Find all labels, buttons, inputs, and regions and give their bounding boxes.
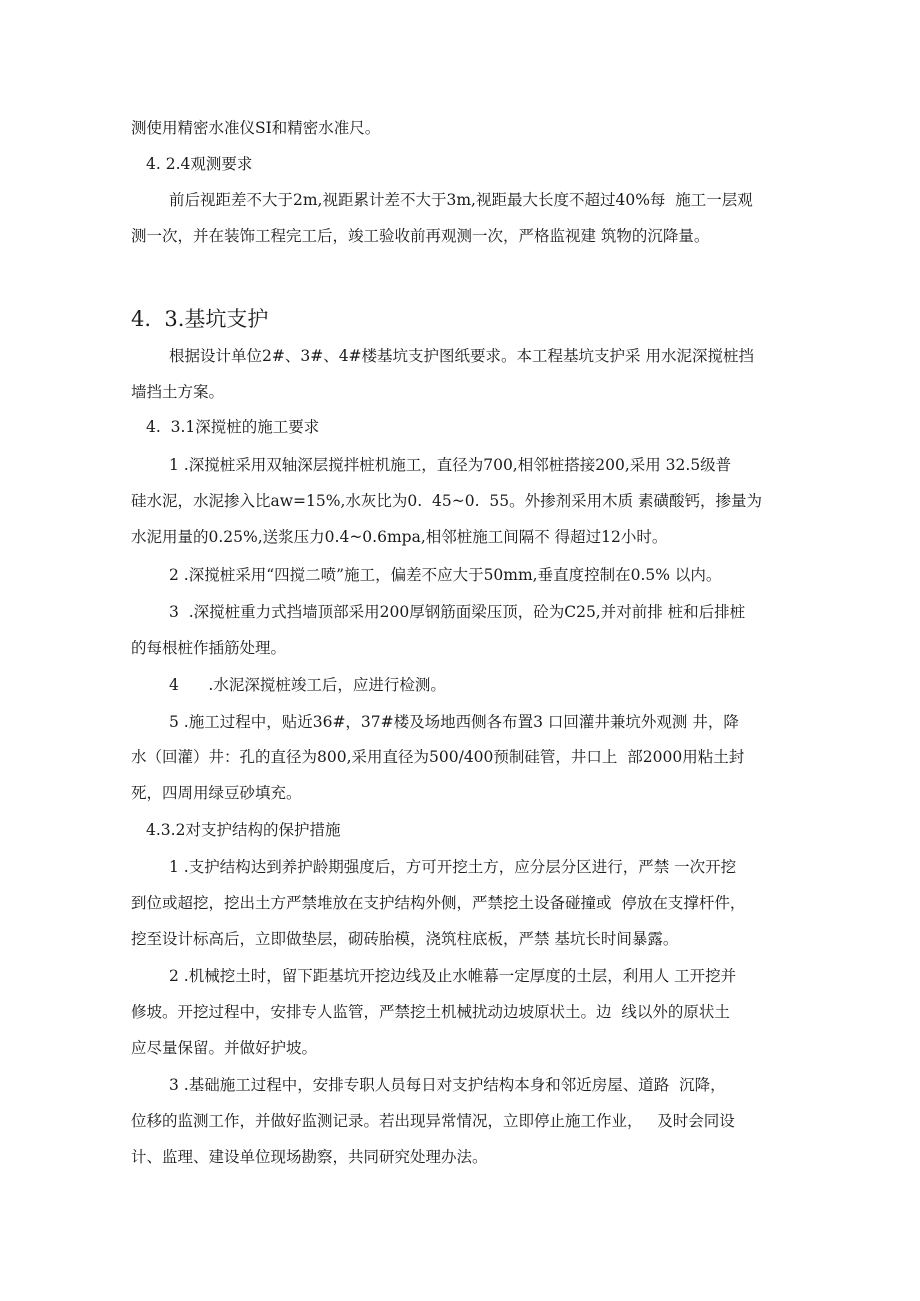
paragraph-line: 水（回灌）井：孔的直径为800,采用直径为500/400预制硅管，井口上 部2000用粘土封 <box>131 748 745 766</box>
paragraph-line: 位移的监测工作，并做好监测记录。若出现异常情况，立即停止施工作业， 及时会同设 <box>131 1112 735 1130</box>
paragraph-line: 计、监理、建设单位现场勘察，共同研究处理办法。 <box>131 1148 488 1166</box>
paragraph-line: 前后视距差不大于2m,视距累计差不大于3m,视距最大长度不超过40%每 施工一层观 <box>169 191 753 209</box>
paragraph-line: 的每根桩作插筋处理。 <box>131 639 287 657</box>
paragraph-line: 死，四周用绿豆砂填充。 <box>131 784 302 802</box>
paragraph-line: 测一次，并在装饰工程完工后，竣工验收前再观测一次，严格监视建 筑物的沉降量。 <box>131 227 710 245</box>
paragraph-line: 应尽量保留。并做好护坡。 <box>131 1039 318 1057</box>
paragraph-line: 2 .深搅桩采用“四搅二喷”施工，偏差不应大于50mm,垂直度控制在0.5% 以内。 <box>169 566 722 584</box>
paragraph-line: 2 .机械挖土时，留下距基坑开挖边线及止水帷幕一定厚度的土层，利用人 工开挖并 <box>169 967 737 985</box>
paragraph-line: 3 .基础施工过程中，安排专职人员每日对支护结构本身和邻近房屋、道路 沉降， <box>169 1076 726 1094</box>
intro-line: 测使用精密水准仪SI和精密水准尺。 <box>131 119 381 137</box>
paragraph-line: 墙挡土方案。 <box>131 383 225 401</box>
paragraph-line: 5 .施工过程中，贴近36#，37#楼及场地西侧各布置3 口回灌井兼坑外观测 井，降 <box>169 713 739 731</box>
heading-4-2-4: 4. 2.4观测要求 <box>146 155 253 173</box>
paragraph-line: 水泥用量的0.25%,送浆压力0.4~0.6mpa,相邻桩施工间隔不 得超过12小时。 <box>131 528 668 546</box>
paragraph-line: 修坡。开挖过程中，安排专人监管，严禁挖土机械扰动边坡原状土。边 线以外的原状土 <box>131 1003 730 1021</box>
paragraph-line: 挖至设计标高后，立即做垫层，砌砖胎模，浇筑柱底板，严禁 基坑长时间暴露。 <box>131 930 679 948</box>
heading-4-3-1: 4. 3.1深搅桩的施工要求 <box>146 418 320 436</box>
paragraph-line: 根据设计单位2#、3#、4#楼基坑支护图纸要求。本工程基坑支护采 用水泥深搅桩挡 <box>169 347 754 365</box>
paragraph-line: 硅水泥，水泥掺入比aw=15%,水灰比为0. 45~0. 55。外掺剂采用木质 素磺酸钙，掺量为 <box>131 492 763 510</box>
paragraph-line: 3 .深搅桩重力式挡墙顶部采用200厚钢筋面梁压顶，砼为C25,并对前排 桩和后排桩 <box>169 603 746 621</box>
paragraph-line: 4 .水泥深搅桩竣工后，应进行检测。 <box>169 676 446 694</box>
paragraph-line: 到位或超挖，挖出土方严禁堆放在支护结构外侧，严禁挖土设备碰撞或 停放在支撑杆件， <box>131 894 746 912</box>
heading-4-3: 4. 3.基坑支护 <box>131 307 269 331</box>
paragraph-line: 1 .深搅桩采用双轴深层搅拌桩机施工，直径为700,相邻桩搭接200,采用 32.5级普 <box>169 456 732 474</box>
paragraph-line: 1 .支护结构达到养护龄期强度后，方可开挖土方，应分层分区进行，严禁 一次开挖 <box>169 858 737 876</box>
heading-4-3-2: 4.3.2对支护结构的保护措施 <box>146 821 341 839</box>
